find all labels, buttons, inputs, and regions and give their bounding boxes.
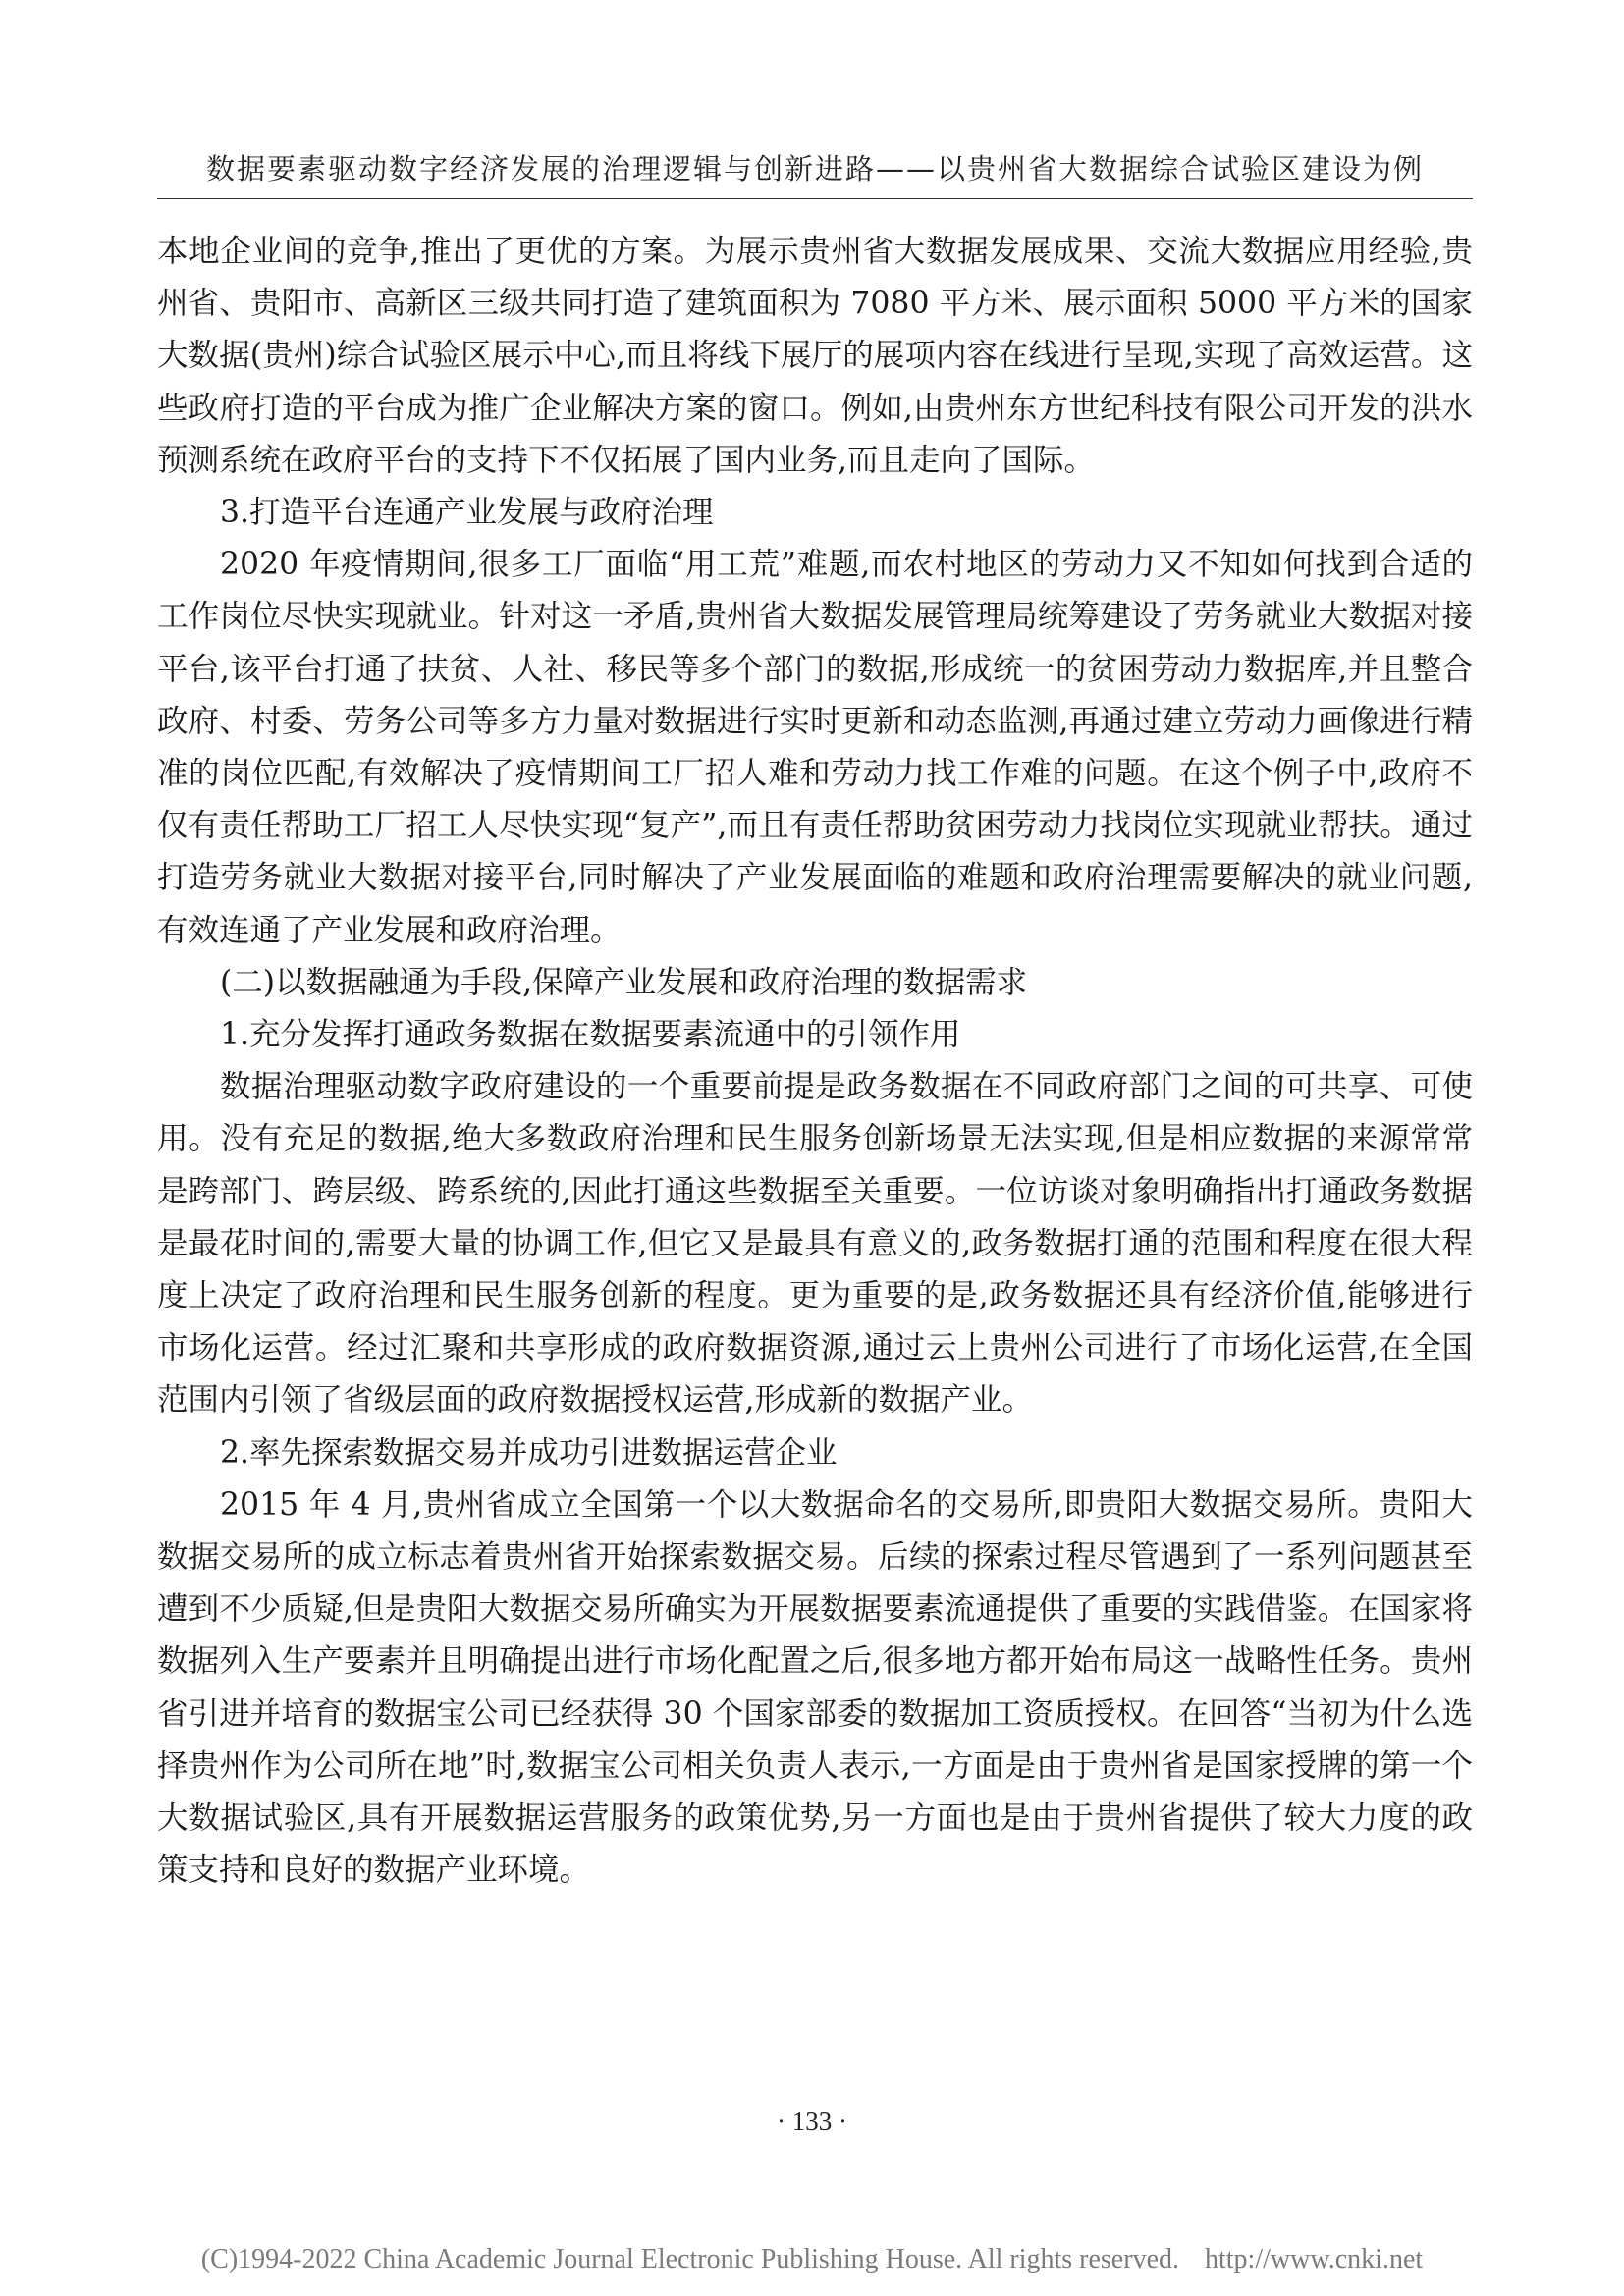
section-heading-3: 3.打造平台连通产业发展与政府治理	[220, 495, 714, 531]
subsection-heading-1: 1.充分发挥打通政务数据在数据要素流通中的引领作用	[220, 1017, 961, 1053]
page-number: · 133 ·	[777, 2107, 847, 2136]
paragraph-3: 数据治理驱动数字政府建设的一个重要前提是政务数据在不同政府部门之间的可共享、可使用。没有充足的数据,绝大多数政府治理和民生服务创新场景无法实现,但是相应数据的来源常常是跨部门、跨层级、跨系统的,因此打通这些数据至关重要。一位访谈对象明确指出打通政务数据是最花时间的,需要大量的协调工作,但它又是最具有意义的,政务数据打通的范围和程度在很大程度上决定了政府治理和民生服务创新的程度。更为重要的是,政务数据还具有经济价值,能够进行市场化运营。经过汇聚和共享形成的政府数据资源,通过云上贵州公司进行了市场化运营,在全国范围内引领了省级层面的政府数据授权运营,形成新的数据产业。	[157, 1069, 1473, 1418]
copyright-text: (C)1994-2022 China Academic Journal Electronic Publishing House. All rights reserved.	[200, 2244, 1179, 2274]
header-divider	[157, 198, 1473, 199]
subsection-heading-2: 2.率先探索数据交易并成功引进数据运营企业	[220, 1434, 838, 1470]
paragraph-2: 2020 年疫情期间,很多工厂面临“用工荒”难题,而农村地区的劳动力又不知如何找到合适的工作岗位尽快实现就业。针对这一矛盾,贵州省大数据发展管理局统筹建设了劳务就业大数据对接平台,该平台打通了扶贫、人社、移民等多个部门的数据,形成统一的贫困劳动力数据库,并且整合政府、村委、劳务公司等多方力量对数据进行实时更新和动态监测,再通过建立劳动力画像进行精准的岗位匹配,有效解决了疫情期间工厂招人难和劳动力找工作难的问题。在这个例子中,政府不仅有责任帮助工厂招工人尽快实现“复产”,而且有责任帮助贫困劳动力找岗位实现就业帮扶。通过打造劳务就业大数据对接平台,同时解决了产业发展面临的难题和政府治理需要解决的就业问题,有效连通了产业发展和政府治理。	[157, 547, 1473, 948]
copyright-footer	[0, 2244, 1624, 2275]
paragraph-4: 2015 年 4 月,贵州省成立全国第一个以大数据命名的交易所,即贵阳大数据交易所。贵阳大数据交易所的成立标志着贵州省开始探索数据交易。后续的探索过程尽管遇到了一系列问题甚至遭到不少质疑,但是贵阳大数据交易所确实为开展数据要素流通提供了重要的实践借鉴。在国家将数据列入生产要素并且明确提出进行市场化配置之后,很多地方都开始布局这一战略性任务。贵州省引进并培育的数据宝公司已经获得 30 个国家部委的数据加工资质授权。在回答“当初为什么选择贵州作为公司所在地”时,数据宝公司相关负责人表示,一方面是由于贵州省是国家授牌的第一个大数据试验区,具有开展数据运营服务的政策优势,另一方面也是由于贵州省提供了较大力度的政策支持和良好的数据产业环境。	[157, 1486, 1473, 1889]
section-heading-er: (二)以数据融通为手段,保障产业发展和政府治理的数据需求	[220, 964, 1028, 1000]
article-body	[157, 226, 1473, 1897]
cnki-link[interactable]: http://www.cnki.net	[1205, 2244, 1424, 2274]
running-header: 数据要素驱动数字经济发展的治理逻辑与创新进路——以贵州省大数据综合试验区建设为例	[205, 152, 1424, 186]
paragraph-1: 本地企业间的竞争,推出了更优的方案。为展示贵州省大数据发展成果、交流大数据应用经验,贵州省、贵阳市、高新区三级共同打造了建筑面积为 7080 平方米、展示面积 5000 平方米的国家大数据(贵州)综合试验区展示中心,而且将线下展厅的展项内容在线进行呈现,实现了高效运营。这些政府打造的平台成为推广企业解决方案的窗口。例如,由贵州东方世纪科技有限公司开发的洪水预测系统在政府平台的支持下不仅拓展了国内业务,而且走向了国际。	[157, 234, 1473, 478]
